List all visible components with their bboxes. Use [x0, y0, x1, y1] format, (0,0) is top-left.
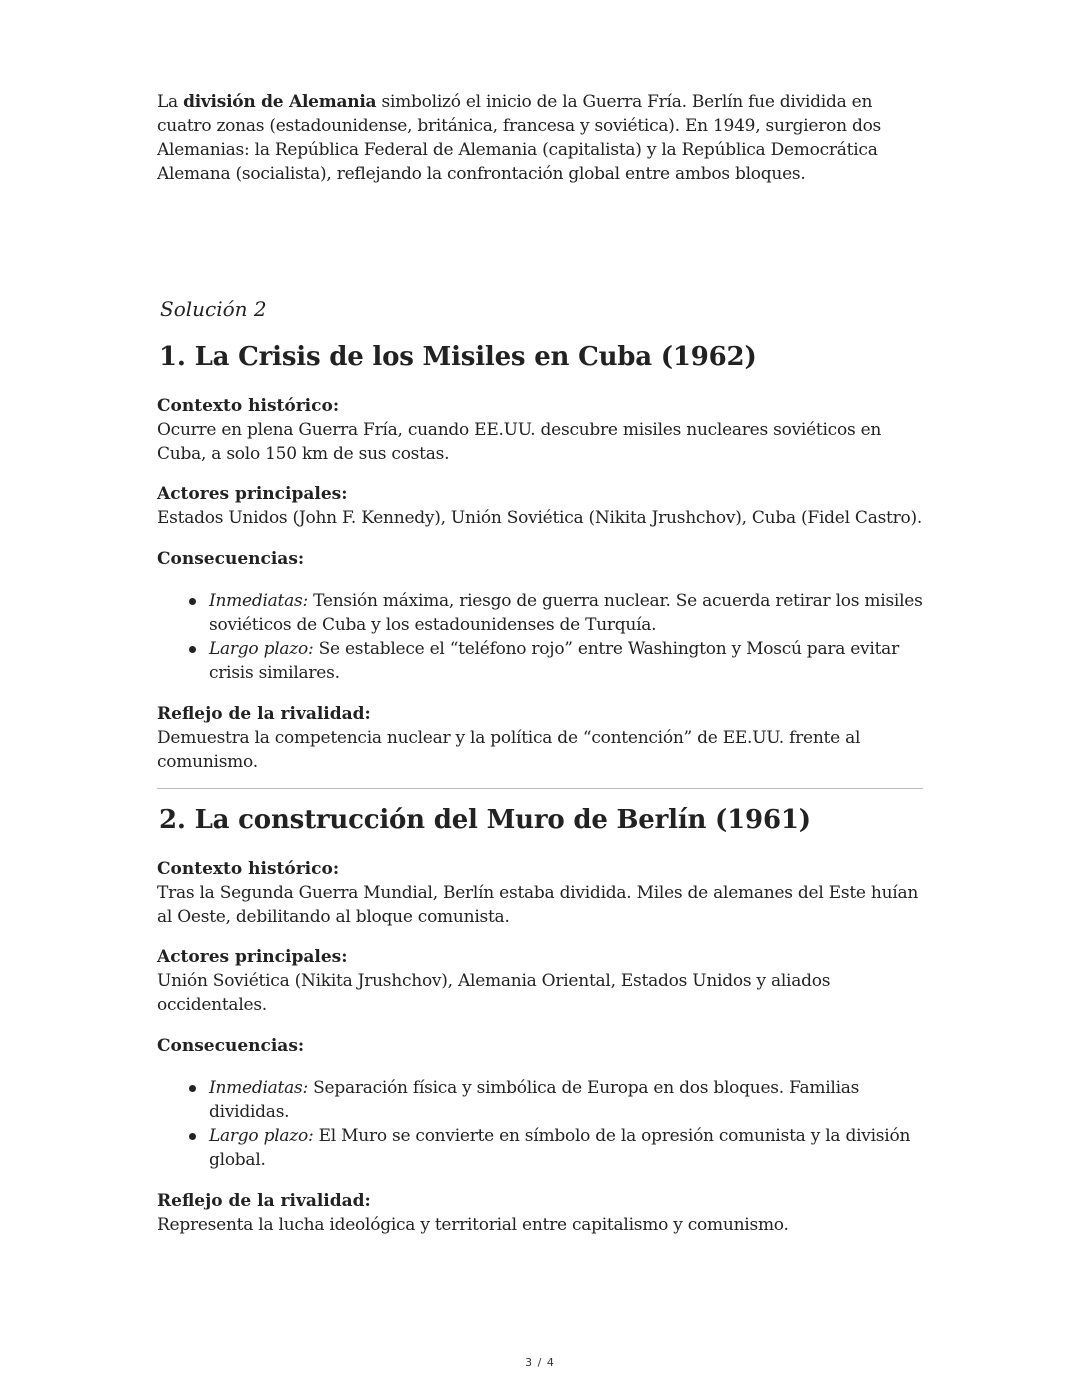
context-text: Ocurre en plena Guerra Fría, cuando EE.UU. descubre misiles nucleares soviéticos en Cuba, a solo 150 km de sus costas. [157, 420, 882, 464]
consequences-list [157, 589, 925, 685]
solution-label: Solución 2 [160, 297, 267, 321]
section-berlin-wall [157, 803, 925, 1237]
consequence-text: Tensión máxima, riesgo de guerra nuclear. Se acuerda retirar los misiles soviéticos de Cuba y los estadounidenses de Turquía. [209, 591, 923, 635]
list-item [209, 1076, 925, 1124]
section-divider [157, 788, 923, 789]
consequence-text: Separación física y simbólica de Europa en dos bloques. Familias divididas. [209, 1078, 860, 1122]
section-heading: 2. La construcción del Muro de Berlín (1961) [159, 805, 811, 835]
list-item [209, 589, 925, 637]
list-item [209, 1124, 925, 1172]
consequence-label: Inmediatas: [209, 591, 308, 611]
actors-text: Unión Soviética (Nikita Jrushchov), Alemania Oriental, Estados Unidos y aliados occidentales. [157, 971, 831, 1015]
actors-text: Estados Unidos (John F. Kennedy), Unión Soviética (Nikita Jrushchov), Cuba (Fidel Castro). [157, 508, 923, 528]
reflection-title: Reflejo de la rivalidad: [157, 704, 371, 724]
section-cuba-missile-crisis [157, 340, 925, 774]
consequences-list [157, 1076, 925, 1172]
context-title: Contexto histórico: [157, 396, 340, 416]
intro-pre: La [157, 92, 184, 112]
consequence-text: Se establece el “teléfono rojo” entre Washington y Moscú para evitar crisis similares. [209, 639, 899, 683]
reflection-text: Representa la lucha ideológica y territorial entre capitalismo y comunismo. [157, 1215, 789, 1235]
consequences-title: Consecuencias: [157, 549, 305, 569]
intro-rest: simbolizó el inicio de la Guerra Fría. Berlín fue dividida en cuatro zonas (estadounidense, británica, francesa y soviética). En 1949, surgieron dos Alemanias: la República Federal de Alemania (capitalista) y la República Democrática Alemana (socialista), reflejando la confrontación global entre ambos bloques. [157, 92, 882, 184]
section-heading: 1. La Crisis de los Misiles en Cuba (1962) [159, 342, 757, 372]
consequence-label: Inmediatas: [209, 1078, 308, 1098]
consequence-label: Largo plazo: [209, 639, 314, 659]
list-item [209, 637, 925, 685]
context-text: Tras la Segunda Guerra Mundial, Berlín estaba dividida. Miles de alemanes del Este huían al Oeste, debilitando al bloque comunista. [157, 883, 919, 927]
consequence-label: Largo plazo: [209, 1126, 314, 1146]
actors-title: Actores principales: [157, 947, 348, 967]
actors-title: Actores principales: [157, 484, 348, 504]
reflection-title: Reflejo de la rivalidad: [157, 1191, 371, 1211]
intro-paragraph-block [157, 90, 923, 186]
consequences-title: Consecuencias: [157, 1036, 305, 1056]
intro-bold-term: división de Alemania [183, 92, 377, 112]
reflection-text: Demuestra la competencia nuclear y la política de “contención” de EE.UU. frente al comunismo. [157, 728, 861, 772]
context-title: Contexto histórico: [157, 859, 340, 879]
page-number: 3 / 4 [525, 1356, 555, 1369]
intro-paragraph [157, 90, 923, 186]
consequence-text: El Muro se convierte en símbolo de la opresión comunista y la división global. [209, 1126, 911, 1170]
